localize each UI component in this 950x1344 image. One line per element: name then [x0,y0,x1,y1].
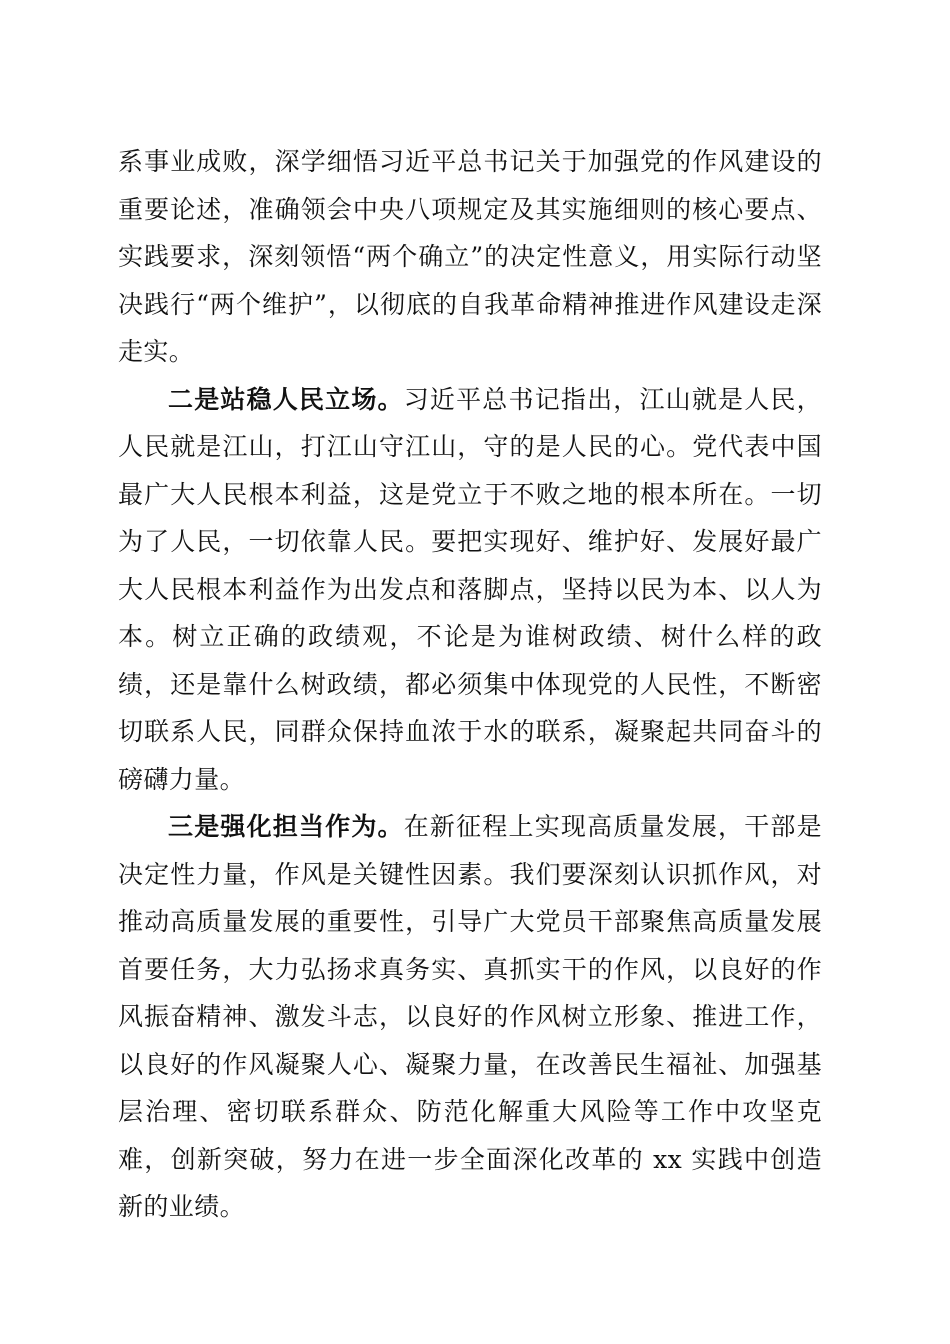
paragraph-body: 习近平总书记指出，江山就是人民，人民就是江山，打江山守江山，守的是人民的心。党代表中国最广大人民根本利益，这是党立于不败之地的根本所在。一切为了人民，一切依靠人民。要把实现好、维护好、发展好最广大人民根本利益作为出发点和落脚点，坚持以民为本、以人为本。树立正确的政绩观，不论是为谁树政绩、树什么样的政绩，还是靠什么树政绩，都必须集中体现党的人民性，不断密切联系人民，同群众保持血浓于水的联系，凝聚起共同奋斗的磅礴力量。 [118,384,823,794]
paragraph-body: 系事业成败，深学细悟习近平总书记关于加强党的作风建设的重要论述，准确领会中央八项规定及其实施细则的核心要点、实践要求，深刻领悟“两个确立”的决定性意义，用实际行动坚决践行“两个维护”，以彻底的自我革命精神推进作风建设走深走实。 [118,147,822,366]
paragraph-continued [118,138,822,376]
paragraph-responsibility [118,803,822,1231]
paragraph-body: 在新征程上实现高质量发展，干部是决定性力量，作风是关键性因素。我们要深刻认识抓作风，对推动高质量发展的重要性，引导广大党员干部聚焦高质量发展首要任务，大力弘扬求真务实、真抓实干的作风，以良好的作风振奋精神、激发斗志，以良好的作风树立形象、推进工作，以良好的作风凝聚人心、凝聚力量，在改善民生福祉、加强基层治理、密切联系群众、防范化解重大风险等工作中攻坚克难，创新突破，努力在进一步全面深化改革的 xx 实践中创造新的业绩。 [118,812,823,1221]
paragraph-lead-heading: 三是强化担当作为。 [168,812,404,841]
paragraph-people-stance [118,376,822,804]
document-body [118,138,822,1231]
paragraph-lead-heading: 二是站稳人民立场。 [168,384,404,414]
